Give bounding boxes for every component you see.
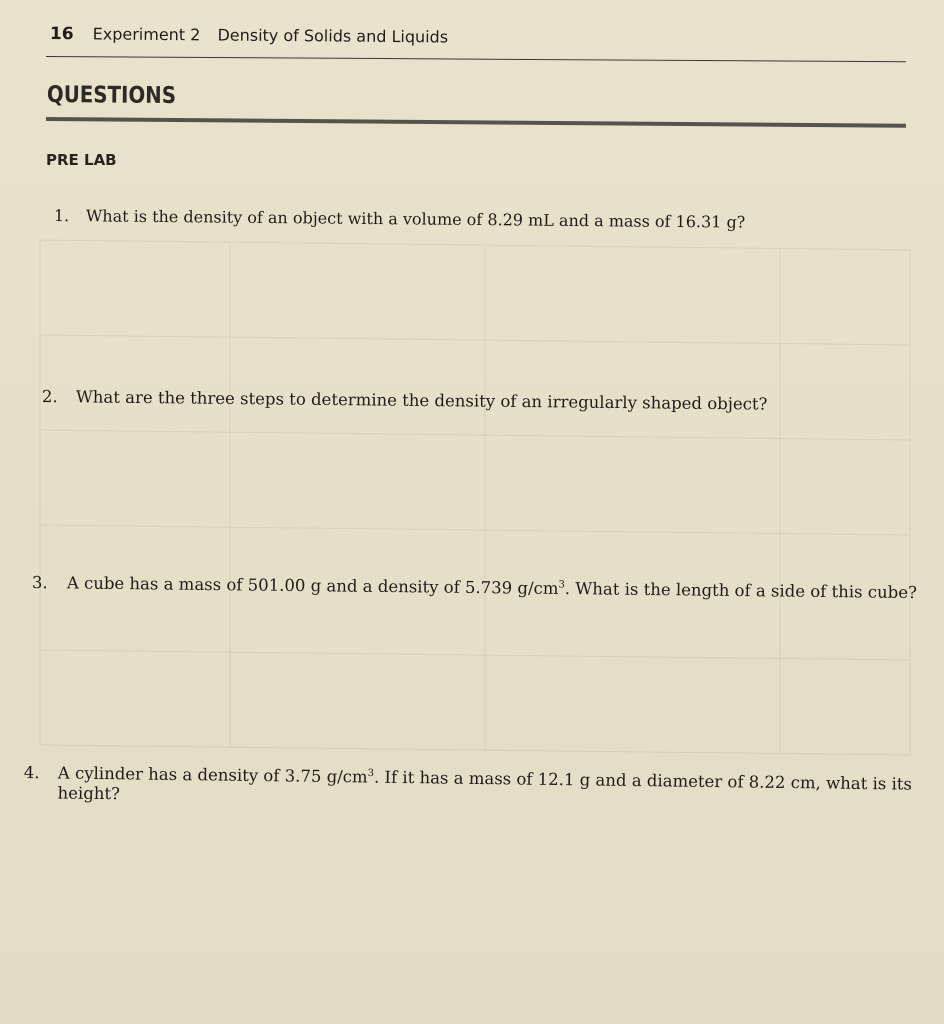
question-text: What are the three steps to determine the density of an irregularly shaped object? [75, 387, 768, 414]
question-number: 1. [53, 206, 70, 226]
question-number: 4. [23, 763, 40, 783]
question-text: What is the density of an object with a volume of 8.29 mL and a mass of 16.31 g? [85, 206, 746, 232]
page-header [50, 24, 448, 47]
question-number: 3. [31, 573, 48, 593]
question-text-line-2: height? [57, 783, 121, 804]
question-number: 2. [41, 387, 58, 407]
experiment-label: Experiment 2 [92, 24, 201, 45]
question-text-continued: . If it has a mass of 12.1 g and a diameter of 8.22 cm, what is its [373, 767, 913, 794]
question-text: A cylinder has a density of 3.75 g/cm [57, 763, 368, 787]
superscript: 3 [367, 768, 375, 780]
section-title: QUESTIONS [46, 82, 177, 110]
page-number: 16 [49, 24, 74, 45]
subsection-title: PRE LAB [46, 151, 117, 169]
question-text-continued: . What is the length of a side of this cube? [564, 579, 917, 603]
superscript: 3 [558, 579, 565, 591]
question-text: A cube has a mass of 501.00 g and a density of 5.739 g/cm [66, 573, 559, 598]
experiment-title: Density of Solids and Liquids [217, 25, 449, 47]
